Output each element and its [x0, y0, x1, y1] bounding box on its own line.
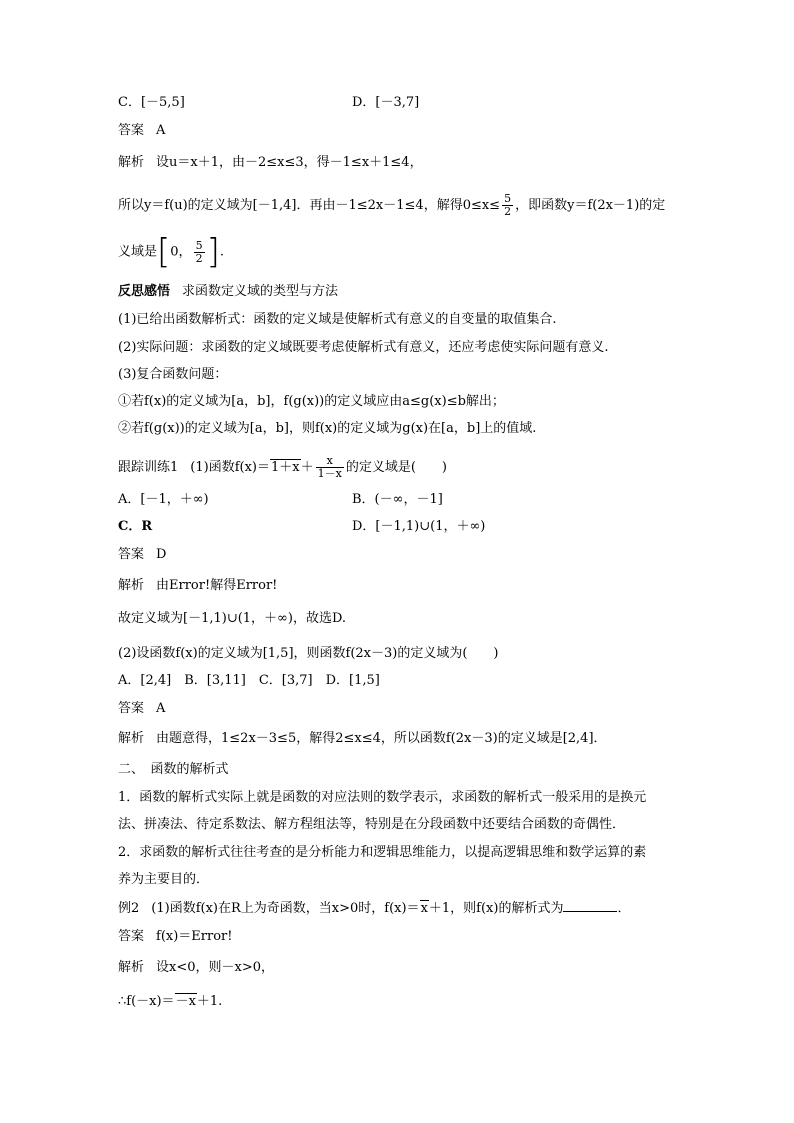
section-2-p2b: 养为主要目的． [118, 872, 210, 887]
solution-label: 解析 [118, 155, 145, 170]
fraction: $\frac{x}{1-x}$ [317, 454, 342, 480]
reflect-point-1: (1)已给出函数解析式：函数的定义域是使解析式有意义的自变量的取值集合. [118, 312, 557, 327]
reflect-point-4: ①若f(x)的定义域为[a，b]，f(g(x))的定义域应由a≤g(x)≤b解出； [118, 394, 505, 409]
answer-3: 答案 A [118, 701, 166, 716]
track-title: 跟踪训练1 [118, 460, 179, 475]
fraction: $\frac{5}{2}$ [195, 238, 203, 265]
reflect-point-2: (2)实际问题：求函数的定义域既要考虑使解析式有意义，还应考虑使实际问题有意义. [118, 340, 609, 355]
reflect-title: 反思感悟 [118, 284, 171, 299]
solution-1-line-2: 所以y＝f(u)的定义域为[－1,4]．再由－1≤2x－1≤4，解得0≤x≤ $\frac{5}{2}$ ，即函数y＝f(2x－1)的定 [118, 192, 666, 218]
sqrt-term: 1＋x [270, 460, 300, 475]
solution-4-line-1: 解析 设x<0，则－x>0， [118, 960, 275, 975]
fraction: $\frac{5}{2}$ [504, 192, 512, 218]
answer-label: 答案 [118, 123, 145, 138]
reflect-heading [118, 282, 338, 302]
sqrt-term: x [420, 901, 428, 916]
solution-4-line-2: ∴f(－x)＝－x＋1. [118, 994, 223, 1009]
option-d: D．[－3,7] [352, 95, 420, 110]
option-c: C．[－5,5] [118, 95, 185, 110]
answer-value: A [156, 123, 166, 138]
section-2-p1a: 1．函数的解析式实际上就是函数的对应法则的数学表示，求函数的解析式一般采用的是换元 [118, 790, 647, 805]
section-2-title: 二、 函数的解析式 [118, 762, 229, 777]
reflect-point-5: ②若f(g(x))的定义域为[a，b]，则f(x)的定义域为g(x)在[a，b]上的值域. [118, 421, 537, 436]
answer-2: 答案 D [118, 547, 167, 562]
solution-2-line-2: 故定义域为[－1,1)∪(1，＋∞)，故选D. [118, 611, 347, 626]
option-b: B．(－∞，－1] [352, 492, 443, 507]
example-title: 例2 [118, 901, 140, 916]
section-2-p1b: 法、拼凑法、待定系数法、解方程组法等，特别是在分段函数中还要结合函数的奇偶性． [118, 817, 626, 832]
example-2-question: 例2 (1)函数f(x)在R上为奇函数，当x>0时，f(x)＝x＋1，则f(x)的解析式为 ． [118, 901, 631, 916]
answer-1 [118, 121, 165, 141]
section-2-p2a: 2．求函数的解析式往往考查的是分析能力和逻辑思维能力，以提高逻辑思维和数学运算的素 [118, 845, 647, 860]
solution-2-line-1: 解析 由Error!解得Error! [118, 578, 278, 593]
track-question-2: (2)设函数f(x)的定义域为[1,5]，则函数f(2x－3)的定义域为( ) [118, 646, 499, 661]
solution-1-line-1: 解析 设u＝x＋1，由－2≤x≤3，得－1≤x＋1≤4， [118, 155, 423, 170]
answer-blank [563, 899, 617, 912]
track-question-2-options: A．[2,4] B．[3,11] C．[3,7] D．[1,5] [118, 673, 380, 688]
solution-1-line-3: 义域是[0， $\frac{5}{2}$ ]. [118, 232, 224, 272]
solution-3: 解析 由题意得，1≤2x－3≤5，解得2≤x≤4，所以函数f(2x－3)的定义域是[2,4]． [118, 731, 607, 746]
option-d-2: D．[－1,1)∪(1，＋∞) [352, 519, 486, 534]
answer-4: 答案 f(x)＝Error! [118, 929, 233, 944]
reflect-point-3: (3)复合函数问题： [118, 367, 228, 382]
option-c-2: C．R [118, 519, 153, 534]
sqrt-term: －x [175, 994, 196, 1009]
reflect-subtitle: 求函数定义域的类型与方法 [182, 284, 339, 299]
track-question-1: 跟踪训练1 (1)函数f(x)＝1＋x＋ $\frac{x}{1-x}$ 的定义域是( ) [118, 454, 447, 480]
option-a: A．[－1，＋∞) [118, 492, 209, 507]
